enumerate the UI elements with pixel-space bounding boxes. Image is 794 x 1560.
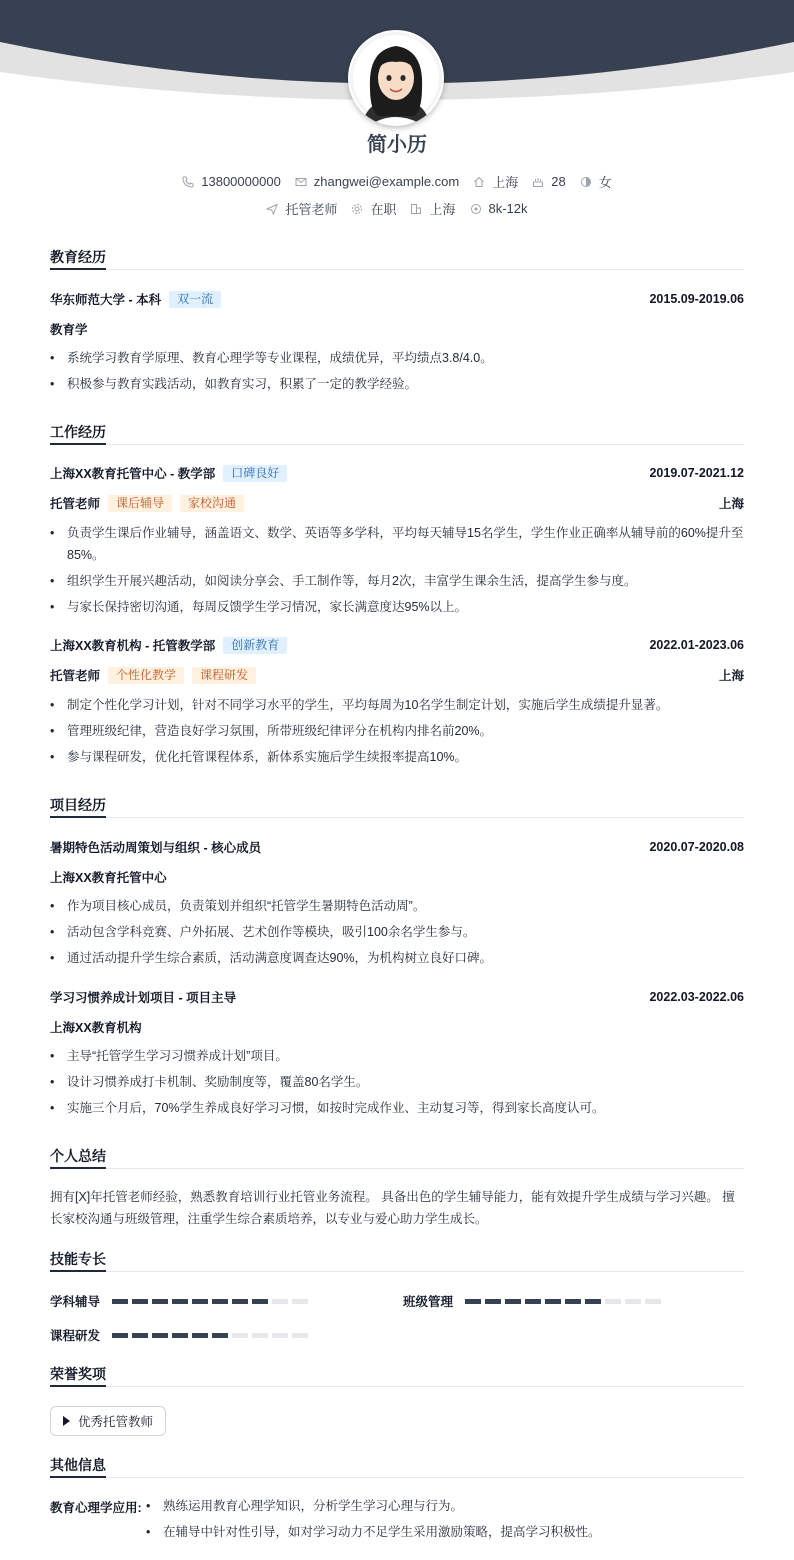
role-tag: 家校沟通: [180, 495, 244, 512]
school-tag: 双一流: [169, 291, 221, 308]
phone-item: [182, 174, 281, 189]
intent-city-item: [410, 199, 455, 218]
role-tag: 课程研发: [192, 667, 256, 684]
work-section-title: 工作经历: [50, 422, 744, 445]
building-icon: [410, 203, 422, 215]
work-role-row: [50, 494, 744, 512]
skill-level-bar: [465, 1299, 665, 1304]
education-section-title: 教育经历: [50, 247, 744, 270]
education-item-header: [50, 290, 744, 308]
gender-item: [580, 172, 612, 191]
skill-name: 课程研发: [50, 1329, 101, 1343]
project-item-header: [50, 838, 744, 856]
work-city: 上海: [718, 497, 744, 511]
position-text: 托管老师: [285, 202, 338, 217]
list-item: • 积极参与教育实践活动，如教育实习，积累了一定的教学经验。: [50, 373, 744, 395]
skills-section-title: 技能专长: [50, 1249, 744, 1272]
projects-section-title: 项目经历: [50, 795, 744, 818]
project-name: 暑期特色活动周策划与组织 - 核心成员: [50, 841, 262, 855]
list-item: • 系统学习教育学原理、教育心理学等专业课程，成绩优异，平均绩点3.8/4.0。: [50, 347, 744, 369]
phone-icon: [182, 176, 194, 188]
list-item: • 在辅导中针对性引导，如对学习动力不足学生采用激励策略，提高学习积极性。: [146, 1521, 744, 1543]
skill-segment-filled: [112, 1299, 128, 1304]
education-date: 2015.09-2019.06: [649, 292, 744, 306]
project-org: 上海XX教育机构: [50, 1021, 142, 1035]
skill-item: [403, 1292, 665, 1310]
other-section-title: 其他信息: [50, 1455, 744, 1478]
skill-segment-empty: [272, 1299, 288, 1304]
project-date: 2020.07-2020.08: [649, 840, 744, 854]
list-item: • 参与课程研发，优化托管课程体系，新体系实施后学生续报率提高10%。: [50, 746, 744, 768]
skill-segment-filled: [112, 1333, 128, 1338]
company-tag: 口碑良好: [223, 465, 287, 482]
skill-segment-filled: [252, 1299, 268, 1304]
status-item: [351, 199, 396, 218]
skill-segment-filled: [192, 1299, 208, 1304]
list-item: • 负责学生课后作业辅导，涵盖语文、数学、英语等多学科，平均每天辅导15名学生，学生作业正确率从辅导前的60%提升至85%。: [50, 522, 744, 566]
award-chip[interactable]: [50, 1406, 166, 1436]
skill-segment-filled: [132, 1333, 148, 1338]
skill-segment-empty: [292, 1299, 308, 1304]
skill-segment-empty: [252, 1333, 268, 1338]
work-item-header: [50, 464, 744, 482]
age-item: [532, 174, 565, 189]
list-item: • 实施三个月后，70%学生养成良好学习习惯，如按时完成作业、主动复习等，得到家长高度认可。: [50, 1097, 744, 1119]
intent-city-text: 上海: [429, 202, 456, 217]
role: 托管老师: [50, 669, 101, 683]
mail-icon: [295, 176, 307, 188]
project-item-header: [50, 988, 744, 1006]
project-name: 学习习惯养成计划项目 - 项目主导: [50, 991, 237, 1005]
salary-item: [470, 201, 528, 216]
role-tag: 课后辅导: [108, 495, 172, 512]
skill-name: 学科辅导: [50, 1295, 101, 1309]
cake-icon: [532, 176, 544, 188]
skill-segment-filled: [212, 1333, 228, 1338]
coin-icon: [470, 203, 482, 215]
skill-segment-filled: [485, 1299, 501, 1304]
age-text: 28: [551, 174, 566, 189]
list-item: • 熟练运用教育心理学知识，分析学生学习心理与行为。: [146, 1495, 744, 1517]
skill-segment-filled: [212, 1299, 228, 1304]
position-item: [266, 199, 337, 218]
list-item: • 主导“托管学生学习习惯养成计划”项目。: [50, 1045, 744, 1067]
skill-segment-filled: [132, 1299, 148, 1304]
home-icon: [473, 176, 485, 188]
candidate-name: 简小历: [367, 134, 427, 156]
list-item: • 活动包含学科竞赛、户外拓展、艺术创作等模块，吸引100余名学生参与。: [50, 921, 744, 943]
phone-text: 13800000000: [201, 174, 281, 189]
salary-text: 8k-12k: [488, 201, 528, 216]
skill-segment-empty: [232, 1333, 248, 1338]
skill-segment-filled: [152, 1299, 168, 1304]
email-text: zhangwei@example.com: [313, 174, 460, 189]
skill-segment-filled: [172, 1299, 188, 1304]
skill-item: [50, 1292, 312, 1310]
school-name: 华东师范大学 - 本科: [50, 293, 162, 307]
skill-segment-empty: [272, 1333, 288, 1338]
skill-segment-filled: [152, 1333, 168, 1338]
skill-segment-filled: [545, 1299, 561, 1304]
send-icon: [266, 203, 278, 215]
work-date: 2022.01-2023.06: [649, 638, 744, 652]
city-text: 上海: [492, 175, 519, 190]
awards-section-title: 荣誉奖项: [50, 1364, 744, 1387]
contact-row: [0, 172, 794, 191]
summary-text: 拥有[X]年托管老师经验，熟悉教育培训行业托管业务流程。 具备出色的学生辅导能力，能有效提升学生成绩与学习兴趣。 擅长家校沟通与班级管理，注重学生综合素质培养，以专业与爱心助力学生成长。: [50, 1190, 735, 1226]
gender-icon: [580, 176, 592, 188]
skill-segment-filled: [192, 1333, 208, 1338]
list-item: • 管理班级纪律，营造良好学习氛围，所带班级纪律评分在机构内排名前20%。: [50, 720, 744, 742]
avatar: [348, 30, 444, 126]
list-item: • 制定个性化学习计划，针对不同学习水平的学生，平均每周为10名学生制定计划，实施后学生成绩提升显著。: [50, 694, 744, 716]
list-item: • 组织学生开展兴趣活动，如阅读分享会、手工制作等，每月2次，丰富学生课余生活，提高学生参与度。: [50, 570, 744, 592]
settings-icon: [351, 203, 363, 215]
skill-segment-filled: [525, 1299, 541, 1304]
work-role-row: [50, 666, 744, 684]
company-tag: 创新教育: [223, 637, 287, 654]
skill-name: 班级管理: [403, 1295, 454, 1309]
skill-segment-filled: [172, 1333, 188, 1338]
work-date: 2019.07-2021.12: [649, 466, 744, 480]
other-label: 教育心理学应用:: [50, 1501, 142, 1515]
award-label: 优秀托管教师: [78, 1415, 154, 1429]
list-item: • 设计习惯养成打卡机制、奖励制度等，覆盖80名学生。: [50, 1071, 744, 1093]
skill-segment-empty: [645, 1299, 661, 1304]
skill-level-bar: [112, 1333, 312, 1338]
project-org-row: [50, 868, 744, 886]
major: 教育学: [50, 323, 88, 337]
list-item: • 作为项目核心成员，负责策划并组织“托管学生暑期特色活动周”。: [50, 895, 744, 917]
email-item: [295, 174, 459, 189]
major-row: [50, 320, 744, 338]
skill-segment-filled: [585, 1299, 601, 1304]
list-item: • 通过活动提升学生综合素质，活动满意度调查达90%，为机构树立良好口碑。: [50, 947, 744, 969]
status-text: 在职: [370, 202, 397, 217]
company-name: 上海XX教育机构 - 托管教学部: [50, 639, 216, 653]
project-date: 2022.03-2022.06: [649, 990, 744, 1004]
skill-segment-filled: [505, 1299, 521, 1304]
skill-level-bar: [112, 1299, 312, 1304]
project-org: 上海XX教育托管中心: [50, 871, 167, 885]
skill-segment-filled: [465, 1299, 481, 1304]
skill-segment-filled: [232, 1299, 248, 1304]
summary-section-title: 个人总结: [50, 1146, 744, 1169]
intent-row: [0, 199, 794, 218]
work-item-header: [50, 636, 744, 654]
skill-segment-empty: [292, 1333, 308, 1338]
company-name: 上海XX教育托管中心 - 教学部: [50, 467, 216, 481]
gender-text: 女: [598, 175, 612, 190]
skill-segment-empty: [625, 1299, 641, 1304]
role: 托管老师: [50, 497, 101, 511]
skill-segment-filled: [565, 1299, 581, 1304]
skill-segment-empty: [605, 1299, 621, 1304]
skill-item: [50, 1326, 312, 1344]
project-org-row: [50, 1018, 744, 1036]
work-city: 上海: [718, 669, 744, 683]
city-item: [473, 172, 518, 191]
play-icon: [63, 1416, 70, 1426]
list-item: • 与家长保持密切沟通，每周反馈学生学习情况，家长满意度达95%以上。: [50, 596, 744, 618]
role-tag: 个性化教学: [108, 667, 184, 684]
